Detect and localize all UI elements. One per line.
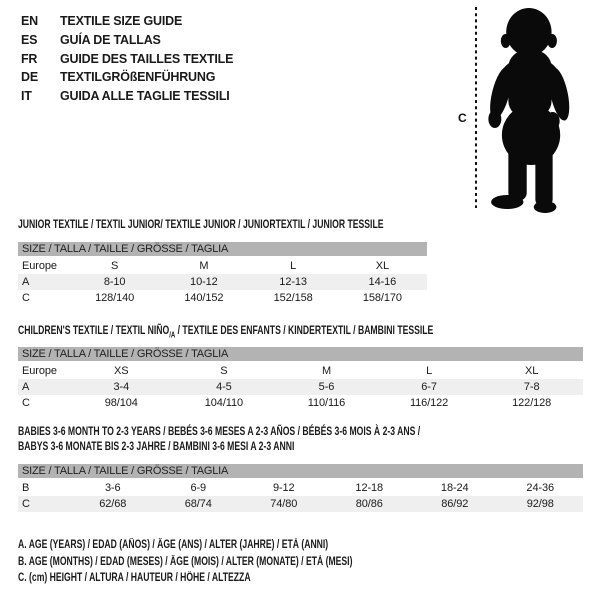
language-row-es [21,31,233,50]
height-line-label: C [458,111,467,125]
size-cell: 3-4 [113,381,130,393]
table-row [18,290,427,306]
height-measure-figure [450,5,600,215]
language-label: GUIDE DES TAILLES TEXTILE [60,51,234,66]
table-row [18,379,583,395]
size-cell: 4-5 [216,381,232,393]
table-row [18,258,427,274]
size-cell: 14-16 [368,276,397,288]
size-cell: 92/98 [526,498,554,510]
language-row-de [21,68,233,87]
language-list [21,12,233,106]
size-cell: 116/122 [409,397,449,409]
size-header-bar: SIZE / TALLA / TAILLE / GRÖSSE / TAGLIA [18,242,427,256]
size-cell: 80/86 [355,498,383,510]
table-row [18,363,583,379]
size-cell: 122/128 [512,397,552,409]
table-row [18,480,583,496]
size-cell: 9-12 [272,482,295,494]
baby-silhouette-icon [486,8,573,213]
language-row-en [21,12,233,31]
babies-title-line2: BABYS 3-6 MONATE BIS 2-3 JAHRE / BAMBINI 3-6 MESI A 2-3 ANNI [18,439,295,453]
language-label: TEXTILGRÖßENFÜHRUNG [60,70,216,85]
children-section-title [18,323,433,342]
size-cell: 62/68 [99,498,127,510]
size-header-bar: SIZE / TALLA / TAILLE / GRÖSSE / TAGLIA [18,347,583,361]
size-cell: 158/170 [362,292,402,304]
table-row [18,395,583,411]
size-cell: S [111,260,119,272]
row-label: C [22,498,30,510]
language-label: GUÍA DE TALLAS [60,32,161,47]
size-cell: 128/140 [95,292,135,304]
table-row [18,274,427,290]
size-cell: 6-7 [421,381,437,393]
junior-section-title [18,217,383,232]
size-cell: 3-6 [104,482,121,494]
size-cell: 12-13 [279,276,307,288]
size-cell: XS [114,365,129,377]
language-code: FR [21,51,38,66]
language-code: ES [21,32,38,47]
size-cell: 24-36 [526,482,555,494]
language-label: GUIDA ALLE TAGLIE TESSILI [60,89,230,104]
language-row-it [21,87,233,106]
footnote-b: B. AGE (MONTHS) / EDAD (MESES) / ÂGE (MOIS) / ALTER (MONATE) / ETÀ (MESI) [18,555,353,568]
babies-size-table [18,464,583,512]
size-cell: M [321,365,332,377]
row-label: Europe [22,260,57,272]
row-label: Europe [22,365,57,377]
size-cell: 5-6 [318,381,335,393]
size-cell: 7-8 [523,381,540,393]
size-cell: 86/92 [441,498,469,510]
footnote-c: C. (cm) HEIGHT / ALTURA / HAUTEUR / HÖHE / ALTEZZA [18,572,251,584]
junior-size-table [18,242,427,306]
size-cell: 12-18 [355,482,384,494]
children-title-text-rest: / TEXTILE DES ENFANTS / KINDERTEXTIL / BAMBINI TESSILE [175,323,434,337]
language-code: DE [21,70,38,85]
size-cell: M [199,260,209,272]
size-header-bar: SIZE / TALLA / TAILLE / GRÖSSE / TAGLIA [18,464,583,478]
size-cell: 6-9 [190,482,207,494]
children-title-subscript: /A [169,329,176,340]
size-cell: 10-12 [190,276,218,288]
size-cell: XL [525,365,539,377]
size-cell: L [426,365,433,377]
language-row-fr [21,50,233,69]
language-code: EN [21,14,38,28]
row-label: B [22,482,30,494]
row-label: C [22,397,30,409]
size-cell: 140/152 [184,292,224,304]
size-cell: S [220,365,228,377]
size-cell: 98/104 [104,397,138,409]
size-cell: 104/110 [204,397,244,409]
row-label: A [22,276,30,288]
size-cell: 8-10 [103,276,126,288]
size-cell: L [290,260,297,272]
row-label: A [22,381,30,393]
babies-title-line1: BABIES 3-6 MONTH TO 2-3 YEARS / BEBÉS 3-6 MESES A 2-3 AÑOS / BÉBÉS 3-6 MOIS À 2-3 ANS / [18,424,421,438]
size-cell: 110/116 [307,397,346,409]
row-label: C [22,292,30,304]
footnote-a: A. AGE (YEARS) / EDAD (AÑOS) / ÂGE (ANS) / ALTER (JAHRE) / ETÀ (ANNI) [18,539,329,551]
table-row [18,496,583,512]
footnotes [18,537,464,587]
size-cell: 18-24 [440,482,469,494]
language-label: TEXTILE SIZE GUIDE [60,14,183,28]
size-cell: XL [375,260,389,272]
size-cell: 74/80 [270,498,298,510]
babies-section-title [18,424,420,454]
size-cell: 68/74 [184,498,212,510]
language-code: IT [21,89,32,104]
junior-title-text: JUNIOR TEXTILE / TEXTIL JUNIOR/ TEXTILE JUNIOR / JUNIORTEXTIL / JUNIOR TESSILE [18,217,384,231]
children-title-text: CHILDREN'S TEXTILE / TEXTIL NIÑO [18,323,170,337]
size-cell: 152/158 [273,292,313,304]
children-size-table [18,347,583,411]
